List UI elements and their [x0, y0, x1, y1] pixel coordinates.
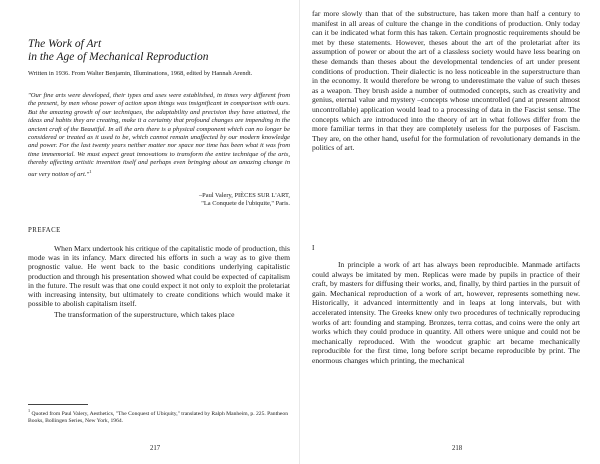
page-number-right: 218: [452, 445, 463, 452]
title-line-1: The Work of Art: [28, 38, 102, 50]
preface-body: [28, 244, 290, 320]
footnote: [28, 407, 290, 425]
preface-continuation: [312, 9, 580, 153]
page-number-left: 217: [150, 445, 161, 452]
preface-paragraph-1: When Marx undertook his critique of the capitalistic mode of production, this mode was in its infancy. Marx directed his efforts in such a way as to give them prognostic value. He went back to the basic conditions underlying capitalistic production and through his presentation showed what could be expected of capitalism in the future. The result was that one could expect it not only to exploit the proletariat with increasing intensity, but ultimately to create conditions which would make it possible to abolish capitalism itself.: [28, 244, 290, 309]
epigraph-text: "Our fine arts were developed, their types and uses were established, in times very different from the present, by men whose power of action upon things was insignificant in comparison with ours. But the amazing growth of our techniques, the adaptability and precision they have attained, the ideas and habits they are creating, make it a certainty that profound changes are impending in the ancient craft of the Beautiful. In all the arts there is a physical component which can no longer be considered or treated as it used to be, which cannot remain unaffected by our modern knowledge and power. For the last twenty years neither matter nor space nor time has been what it was from time immemorial. We must expect great innovations to transform the entire technique of the arts, thereby affecting artistic invention itself and perhaps even bringing about an amazing change in our very notion of art.": [28, 92, 290, 178]
attribution-line-1: –Paul Valery, PIÈCES SUR L'ART,: [198, 192, 290, 199]
epigraph: [28, 92, 290, 179]
preface-paragraph-2: The transformation of the superstructure, which takes place: [54, 310, 235, 320]
footnote-text: Quoted from Paul Valery, Aesthetics, "The Conquest of Ubiquity," translated by Ralph Manheim, p. 225. Pantheon Books, Bollingen Series, New York, 1964.: [28, 410, 289, 424]
essay-title: [28, 38, 288, 64]
attribution-line-2: "La Conquete de l'ubiquite," Paris.: [201, 200, 290, 207]
preface-heading: PREFACE: [28, 227, 61, 234]
footnote-divider: [28, 404, 88, 405]
section-paragraph: In principle a work of art has always been reproducible. Manmade artifacts could always be imitated by men. Replicas were made by pupils in practice of their craft, by masters for diffusing their works, and, finally, by third parties in the pursuit of gain. Mechanical reproduction of a work of art, however, represents something new. Historically, it advanced intermittently and in leaps at long intervals, but with accelerated intensity. The Greeks knew only two procedures of technically reproducing works of art: founding and stamping. Bronzes, terra cottas, and coins were the only art works which they could produce in quantity. All others were unique and could not be mechanically reproduced. With the woodcut graphic art became mechanically reproducible for the first time, long before script became reproducible by print. The enormous changes which printing, the mechanical: [312, 260, 580, 365]
section-number: I: [312, 244, 315, 252]
footnote-mark: 1: [28, 408, 31, 413]
right-page: [300, 0, 600, 464]
continuation-paragraph: far more slowly than that of the substructure, has taken more than half a century to manifest in all areas of culture the change in the conditions of production. Only today can it be indicated what form this has taken. Certain prognostic requirements should be met by these statements. However, theses about the art of the proletariat after its assumption of power or about the art of a classless society would have less bearing on these demands than theses about the developmental tendencies of art under present conditions of production. Their dialectic is no less noticeable in the superstructure than in the economy. It would therefore be wrong to underestimate the value of such theses as a weapon. They brush aside a number of outmoded concepts, such as creativity and genius, eternal value and mystery –concepts whose uncontrolled (and at present almost uncontrollable) application would lead to a processing of data in the Fascist sense. The concepts which are introduced into the theory of art in what follows differ from the more familiar terms in that they are completely useless for the purposes of Fascism. They are, on the other hand, useful for the formulation of revolutionary demands in the politics of art.: [312, 9, 580, 153]
epigraph-attribution: [120, 192, 290, 208]
source-note: Written in 1936. From Walter Benjamin, Illuminations, 1968, edited by Hannah Arendt.: [28, 70, 253, 77]
title-line-2: in the Age of Mechanical Reproduction: [28, 51, 209, 63]
section-body: [312, 260, 580, 366]
epigraph-footnote-mark: 1: [89, 168, 92, 174]
